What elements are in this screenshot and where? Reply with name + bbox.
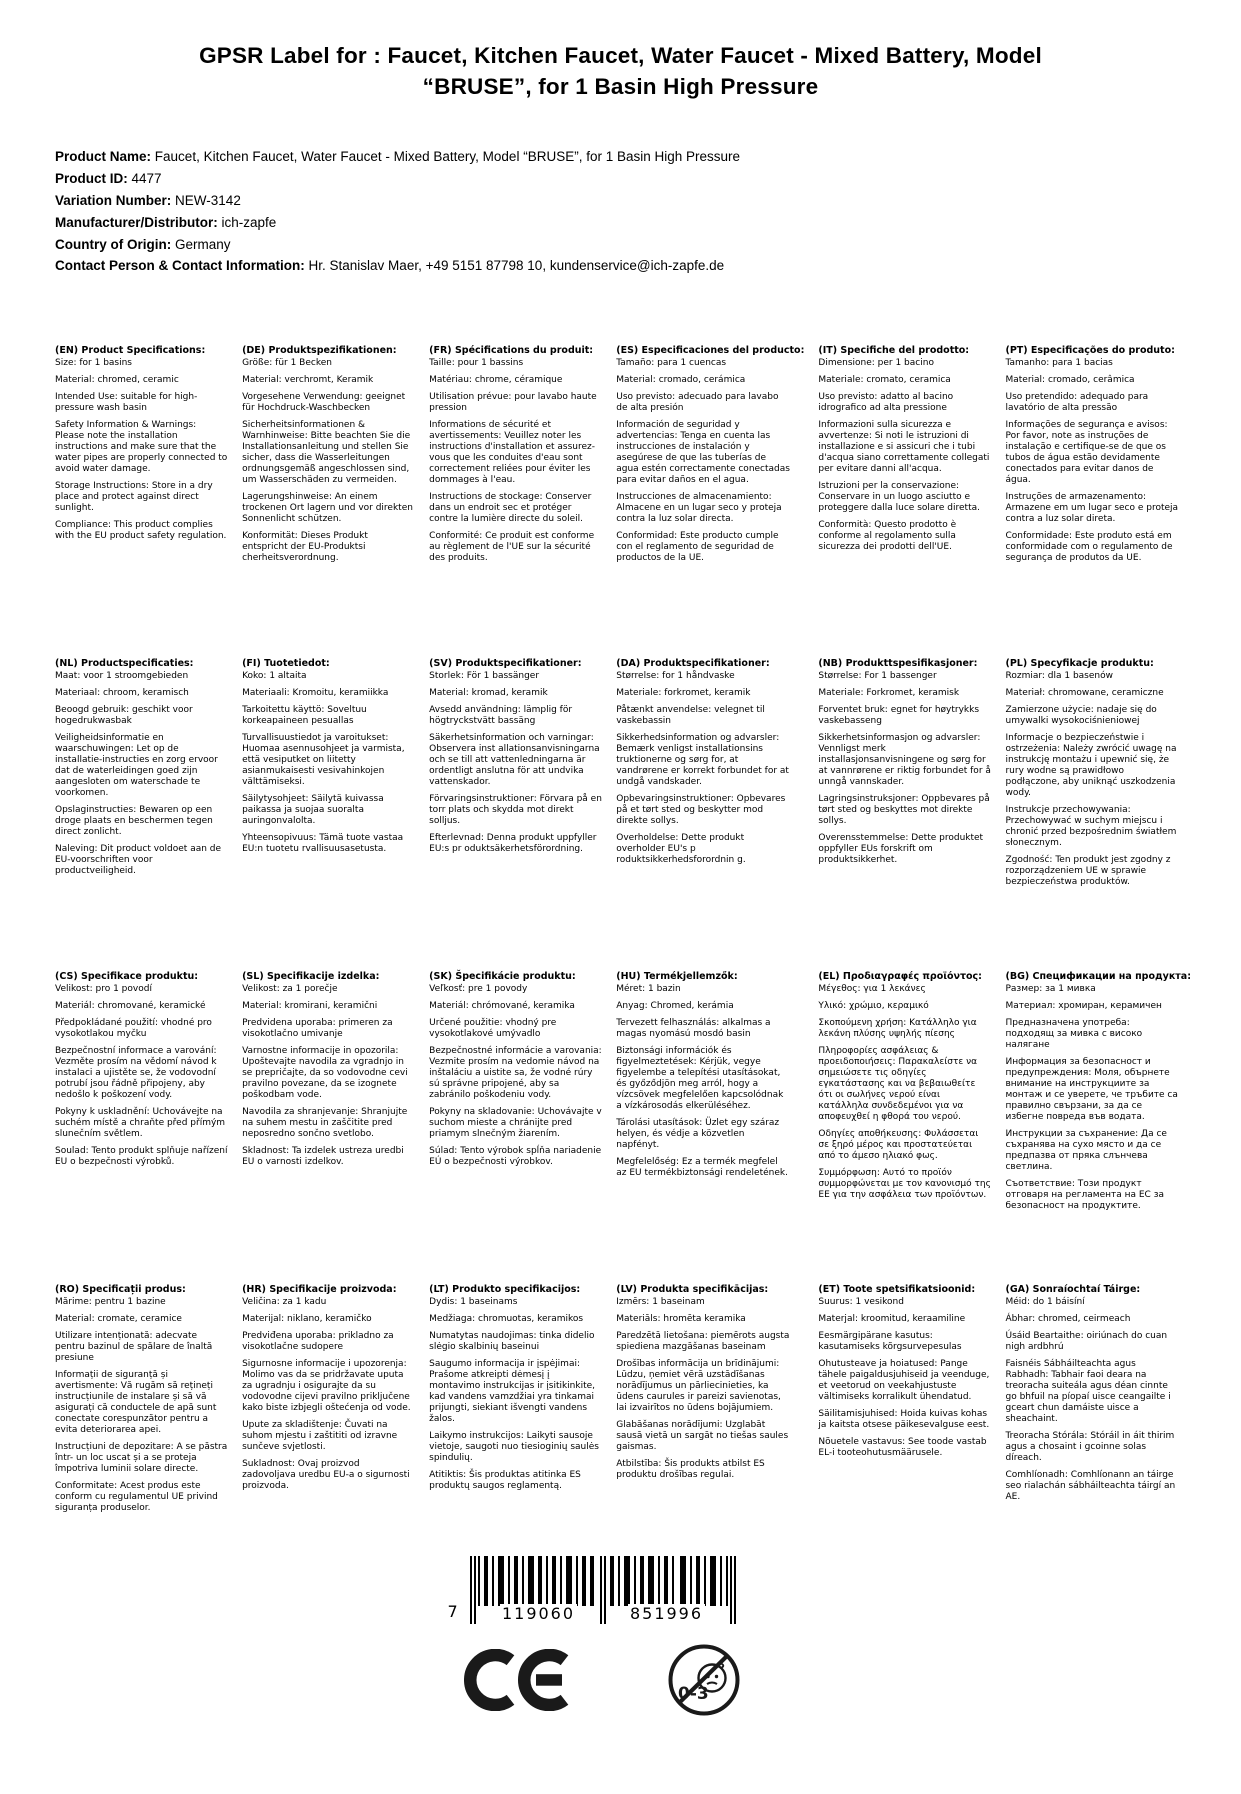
spec-block-heading: (IT) Specifiche del prodotto: — [818, 345, 970, 357]
language-spec-block-bg — [1005, 971, 1191, 1284]
spec-paragraph: Atitiktis: Šis produktas atitinka ES produktų saugos reglamentą. — [429, 1469, 581, 1491]
spec-paragraph: Zamierzone użycie: nadaje się do umywalki wysokociśnieniowej — [1005, 705, 1157, 727]
country-of-origin-value: Germany — [175, 236, 231, 252]
spec-paragraph: Compliance: This product complies with the EU product safety regulation. — [55, 519, 227, 541]
spec-paragraph: Naleving: Dit product voldoet aan de EU-voorschriften voor productveiligheid. — [55, 843, 222, 876]
variation-number-value: NEW-3142 — [175, 192, 241, 208]
language-spec-block-it — [818, 345, 991, 658]
spec-paragraph: Veiligheidsinformatie en waarschuwingen: Let op de installatie-instructies en zorg ervoor dat de waterleidingen goed zijn aangesloten om waterschade te voorkomen. — [55, 733, 218, 798]
spec-paragraph: Lagerungshinweise: An einem trockenen Ort lagern und vor direkten Sonnenlicht schützen. — [242, 491, 413, 524]
spec-paragraph: Overholdelse: Dette produkt overholder EU's p roduktsikkerhedsforordnin g. — [616, 832, 746, 865]
contact-row — [55, 255, 1186, 277]
spec-paragraph: Οδηγίες αποθήκευσης: Φυλάσσεται σε ξηρό μέρος και προστατεύεται από το άμεσο ηλιακό φως. — [818, 1128, 979, 1161]
spec-block-heading: (SK) Špecifikácie produktu: — [429, 971, 576, 983]
spec-paragraph: Veličina: za 1 kadu — [242, 1297, 327, 1308]
spec-paragraph: Uso pretendido: adequado para lavatório de alta pressão — [1005, 392, 1149, 414]
manufacturer-row — [55, 212, 1186, 234]
spec-block-body — [1005, 984, 1191, 1211]
spec-block-heading: (FR) Spécifications du produit: — [429, 345, 594, 357]
spec-paragraph: Forventet bruk: egnet for høytrykks vaskebasseng — [818, 705, 980, 727]
spec-paragraph: Materiál: chromované, keramické — [55, 1001, 206, 1012]
language-spec-block-et — [818, 1284, 991, 1519]
spec-paragraph: Drošības informācija un brīdinājumi: Lūdzu, ņemiet vērā uzstādīšanas norādījumus un pārliecinieties, ka ūdens caurules ir pareizi savienotas, lai izvairītos no ūdens bojājumiem. — [616, 1359, 781, 1413]
spec-paragraph: Megfelelőség: Ez a termék megfelel az EU termékbiztonsági rendeletének. — [616, 1156, 788, 1178]
spec-block-body — [55, 1297, 228, 1513]
spec-paragraph: Konformität: Dieses Produkt entspricht der EU-Produktsi cherheitsverordnung. — [242, 530, 368, 563]
spec-block-heading: (GA) Sonraíochtaí Táirge: — [1005, 1284, 1141, 1296]
spec-paragraph: Materiale: cromato, ceramica — [818, 375, 951, 386]
spec-block-body — [429, 984, 602, 1168]
language-spec-block-nb — [818, 658, 991, 971]
spec-paragraph: Anyag: Chromed, kerámia — [616, 1001, 734, 1012]
spec-paragraph: Izmērs: 1 baseinam — [616, 1297, 705, 1308]
page-title: GPSR Label for : Faucet, Kitchen Faucet, Water Faucet - Mixed Battery, Model “BRUSE”, for 1 Basin High Pressure — [199, 43, 1042, 100]
spec-paragraph: Instructions de stockage: Conserver dans un endroit sec et protéger contre la lumière directe du soleil. — [429, 491, 592, 524]
spec-block-body — [242, 984, 415, 1168]
spec-paragraph: Lagringsinstruksjoner: Oppbevares på tørt sted og beskyttes mot direkte sollys. — [818, 793, 990, 826]
variation-number-row — [55, 190, 1186, 212]
spec-paragraph: Material: verchromt, Keramik — [242, 375, 374, 386]
manufacturer-label: Manufacturer/Distributor: — [55, 214, 218, 230]
product-id-value: 4477 — [131, 170, 162, 186]
language-spec-block-el — [818, 971, 991, 1284]
spec-paragraph: Materiał: chromowane, ceramiczne — [1005, 688, 1164, 699]
language-spec-block-hu — [616, 971, 804, 1284]
spec-paragraph: Velikost: pro 1 povodí — [55, 984, 152, 995]
spec-block-heading: (CS) Specifikace produktu: — [55, 971, 199, 983]
spec-paragraph: Predvidena uporaba: primeren za visokotlačno umivanje — [242, 1018, 393, 1040]
spec-paragraph: Safety Information & Warnings: Please note the installation instructions and make sure that the water pipes are properly connected to avoid water damage. — [55, 420, 228, 474]
spec-block-heading: (HU) Termékjellemzők: — [616, 971, 738, 983]
spec-block-body — [818, 1297, 991, 1459]
spec-paragraph: Tervezett felhasználás: alkalmas a magas nyomású mosdó basin — [616, 1018, 771, 1040]
spec-paragraph: Conformitate: Acest produs este conform cu regulamentul UE privind siguranța produselor. — [55, 1480, 218, 1513]
spec-block-heading: (LT) Produkto specifikacijos: — [429, 1284, 581, 1296]
spec-paragraph: Utilisation prévue: pour lavabo haute pression — [429, 392, 597, 414]
spec-block-heading: (DE) Produktspezifikationen: — [242, 345, 397, 357]
spec-paragraph: Veľkosť: pre 1 povody — [429, 984, 528, 995]
spec-paragraph: Informations de sécurité et avertissements: Veuillez noter les instructions d'installation et assurez-vous que les conduites d'eau sont correctement reliées pour éviter les dommages à l'eau. — [429, 420, 595, 485]
spec-paragraph: Materijal: niklano, keramičko — [242, 1314, 372, 1325]
product-name-row — [55, 146, 1186, 168]
spec-paragraph: Sigurnosne informacije i upozorenja: Molimo vas da se pridržavate uputa za ugradnju i osigurajte da su vodovodne cijevi pravilno priključene kako biste izbjegli oštećenja od vode. — [242, 1359, 411, 1413]
spec-paragraph: Σκοπούμενη χρήση: Κατάλληλο για λεκάνη πλύσης υψηλής πίεσης — [818, 1018, 977, 1040]
specs-grid — [55, 345, 1191, 1519]
variation-number-label: Variation Number: — [55, 192, 172, 208]
language-spec-block-ga — [1005, 1284, 1191, 1519]
product-name-value: Faucet, Kitchen Faucet, Water Faucet - Mixed Battery, Model “BRUSE”, for 1 Basin High Pressure — [154, 149, 741, 165]
spec-paragraph: Navodila za shranjevanje: Shranjujte na suhem mestu in zaščitite pred neposredno sončno svetlobo. — [242, 1106, 408, 1139]
spec-paragraph: Maat: voor 1 stroomgebieden — [55, 671, 189, 682]
age-warning-0-3-icon — [666, 1642, 742, 1718]
spec-paragraph: Pokyny k uskladnění: Uchovávejte na suchém místě a chraňte před přímým slunečním světlem. — [55, 1106, 226, 1139]
spec-paragraph: Instrukcje przechowywania: Przechowywać w suchym miejscu i chronić przed bezpośrednim światłem słonecznym. — [1005, 804, 1177, 848]
barcode — [447, 1556, 736, 1626]
spec-paragraph: Material: cromado, cerâmica — [1005, 375, 1135, 386]
spec-paragraph: Größe: für 1 Becken — [242, 358, 332, 369]
spec-block-body — [616, 1297, 804, 1481]
spec-paragraph: Material: cromado, cerámica — [616, 375, 746, 386]
spec-block-body — [616, 358, 804, 564]
spec-paragraph: Storlek: För 1 bassänger — [429, 671, 540, 682]
spec-paragraph: Material: chromed, ceramic — [55, 375, 179, 386]
spec-paragraph: Mărime: pentru 1 bazine — [55, 1297, 166, 1308]
language-spec-block-ro — [55, 1284, 228, 1519]
spec-block-heading: (SV) Produktspecifikationer: — [429, 658, 582, 670]
spec-paragraph: Uso previsto: adatto al bacino idrografico ad alta pressione — [818, 392, 954, 414]
barcode-prefix-digit: 7 — [447, 1601, 458, 1621]
spec-paragraph: Ábhar: chromed, ceirmeach — [1005, 1314, 1131, 1325]
spec-paragraph: Koko: 1 altaita — [242, 671, 307, 682]
language-spec-block-fr — [429, 345, 602, 658]
spec-paragraph: Taille: pour 1 bassins — [429, 358, 524, 369]
spec-paragraph: Informações de segurança e avisos: Por favor, note as instruções de instalação e certifique-se de que os tubos de água estão devidamente conectados para evitar danos de água. — [1005, 420, 1168, 485]
spec-paragraph: Informații de siguranță și avertismente: Vă rugăm să rețineți instrucțiunile de instalare și să vă asigurați că conductele de apă sunt conectate corespunzător pentru a evita deteriorarea apei. — [55, 1370, 217, 1435]
spec-paragraph: Numatytas naudojimas: tinka didelio slėgio skalbinių baseinui — [429, 1331, 595, 1353]
spec-block-body — [818, 358, 991, 553]
spec-paragraph: Overensstemmelse: Dette produktet oppfyller EUs forskrift om produktsikkerhet. — [818, 832, 984, 865]
spec-block-heading: (NL) Productspecificaties: — [55, 658, 194, 670]
spec-paragraph: Информация за безопасност и предупреждения: Моля, обърнете внимание на инструкциите за монтаж и се уверете, че тръбите са правилно свързани, за да се избегне повреда във водата. — [1005, 1057, 1178, 1122]
spec-paragraph: Efterlevnad: Denna produkt uppfyller EU:s pr oduktsäkerhetsförordning. — [429, 832, 597, 854]
spec-paragraph: Συμμόρφωση: Αυτό το προϊόν συμμορφώνεται με τον κανονισμό της ΕΕ για την ασφάλεια των προϊόντων. — [818, 1167, 991, 1200]
spec-paragraph: Съответствие: Този продукт отговаря на регламента на ЕС за безопасност на продуктите. — [1005, 1178, 1165, 1211]
spec-paragraph: Material: kromad, keramik — [429, 688, 548, 699]
spec-paragraph: Säkerhetsinformation och varningar: Observera inst allationsanvisningarna och se till att vattenledningarna är ordentligt anslutna för att undvika vattenskador. — [429, 733, 600, 787]
language-spec-block-nl — [55, 658, 228, 971]
spec-paragraph: Предназначена употреба: подходящ за мивка с високо налягане — [1005, 1018, 1143, 1051]
language-spec-block-sk — [429, 971, 602, 1284]
barcode-right-digits — [606, 1604, 728, 1623]
language-spec-block-sv — [429, 658, 602, 971]
language-spec-block-lv — [616, 1284, 804, 1519]
spec-paragraph: Zgodność: Ten produkt jest zgodny z rozporządzeniem UE w sprawie bezpieczeństwa produktów. — [1005, 854, 1171, 887]
spec-paragraph: Storage Instructions: Store in a dry place and protect against direct sunlight. — [55, 480, 213, 513]
spec-paragraph: Materiál: chrómované, keramika — [429, 1001, 575, 1012]
spec-paragraph: Glabāšanas norādījumi: Uzglabāt sausā vietā un sargāt no tiešas saules gaismas. — [616, 1419, 789, 1452]
spec-paragraph: Materjal: kroomitud, keraamiline — [818, 1314, 966, 1325]
spec-paragraph: Paredzētā lietošana: piemērots augsta spiediena mazgāšanas baseinam — [616, 1331, 790, 1353]
spec-paragraph: Faisnéis Sábháilteachta agus Rabhadh: Tabhair faoi deara na treoracha suiteála agus déan cinnte go bhfuil na píopaí uisce ceangailte i gceart chun damáiste uisce a sheachaint. — [1005, 1359, 1171, 1424]
spec-paragraph: Conformité: Ce produit est conforme au règlement de l'UE sur la sécurité des produits. — [429, 530, 595, 563]
spec-paragraph: Μέγεθος: για 1 λεκάνες — [818, 984, 926, 995]
spec-paragraph: Rozmiar: dla 1 basenów — [1005, 671, 1113, 682]
spec-paragraph: Méret: 1 bazin — [616, 984, 681, 995]
spec-paragraph: Size: for 1 basins — [55, 358, 133, 369]
spec-paragraph: Saugumo informacija ir įspėjimai: Prašome atkreipti dėmesį į montavimo instrukcijas ir įsitikinkite, kad vandens vamzdžiai yra tinkamai prijungti, siekiant išvengti vandens žalos. — [429, 1359, 596, 1424]
spec-paragraph: Upute za skladištenje: Čuvati na suhom mjestu i zaštititi od izravne sunčeve svjetlosti. — [242, 1419, 398, 1452]
spec-paragraph: Bezpečnostné informácie a varovania: Vezmite prosím na vedomie návod na inštaláciu a uistite sa, že vodné rúry sú správne pripojené, aby sa zabránilo poškodeniu vody. — [429, 1046, 602, 1100]
ce-mark-icon — [464, 1649, 570, 1711]
spec-paragraph: Laikymo instrukcijos: Laikyti sausoje vietoje, saugoti nuo tiesioginių saulės spindulių. — [429, 1430, 599, 1463]
spec-paragraph: Säilitamisjuhised: Hoida kuivas kohas ja kaitsta otsese päikesevalguse eest. — [818, 1409, 990, 1430]
spec-paragraph: Instrucțiuni de depozitare: A se păstra într- un loc uscat și a se proteja împotriva luminii solare directe. — [55, 1441, 228, 1474]
product-name-label: Product Name: — [55, 149, 152, 165]
spec-block-heading: (HR) Specifikacije proizvoda: — [242, 1284, 397, 1296]
spec-block-body — [1005, 1297, 1191, 1503]
spec-paragraph: Información de seguridad y advertencias: Tenga en cuenta las instrucciones de instalación y asegúrese de que las tuberías de agua estén correctamente conectadas para evitar daños en el agua. — [616, 420, 790, 485]
spec-paragraph: Tamanho: para 1 bacias — [1005, 358, 1113, 369]
contact-label: Contact Person & Contact Information: — [55, 258, 305, 274]
gpsr-label-document — [0, 40, 1241, 1794]
spec-block-heading: (ET) Toote spetsifikatsioonid: — [818, 1284, 976, 1296]
spec-block-heading: (EN) Product Specifications: — [55, 345, 206, 357]
spec-paragraph: Nõuetele vastavus: See toode vastab EL-i tooteohutusmäärusele. — [818, 1436, 987, 1458]
spec-paragraph: Conformità: Questo prodotto è conforme al regolamento sulla sicurezza dei prodotti dell'UE. — [818, 519, 957, 552]
spec-block-body — [242, 1297, 415, 1492]
spec-paragraph: Medžiaga: chromuotas, keramikos — [429, 1314, 584, 1325]
spec-block-body — [55, 358, 228, 542]
spec-paragraph: Sicherheitsinformationen & Warnhinweise: Bitte beachten Sie die Installationsanleitung und stellen Sie sicher, dass die Wasserleitungen ordnungsgemäß angeschlossen sind, um Wasserschäden zu vermeiden. — [242, 420, 411, 485]
spec-paragraph: Velikost: za 1 porečje — [242, 984, 338, 995]
spec-paragraph: Materiāls: hromēta keramika — [616, 1314, 746, 1325]
product-id-label: Product ID: — [55, 170, 128, 186]
spec-paragraph: Súlad: Tento výrobok spĺňa nariadenie EÚ o bezpečnosti výrobkov. — [429, 1145, 602, 1167]
spec-paragraph: Tarkoitettu käyttö: Soveltuu korkeapaineen pesuallas — [242, 705, 367, 727]
spec-paragraph: Dydis: 1 baseinams — [429, 1297, 518, 1308]
spec-paragraph: Beoogd gebruik: geschikt voor hogedrukwasbak — [55, 705, 193, 727]
spec-paragraph: Förvaringsinstruktioner: Förvara på en torr plats och skydda mot direkt solljus. — [429, 793, 602, 826]
spec-paragraph: Eesmärgipärane kasutus: kasutamiseks kõrgsurvepesulas — [818, 1331, 962, 1353]
spec-paragraph: Ohutusteave ja hoiatused: Pange tähele paigaldusjuhiseid ja veenduge, et veetorud on veekahjustuste vältimiseks korralikult ühendatud. — [818, 1359, 990, 1403]
spec-paragraph: Instruções de armazenamento: Armazene em um lugar seco e proteja contra a luz solar direta. — [1005, 491, 1179, 524]
spec-paragraph: Úsáid Beartaithe: oiriúnach do cuan nigh ardbhrú — [1005, 1331, 1168, 1353]
label-footer — [0, 1556, 1241, 1718]
spec-paragraph: Bezpečnostní informace a varování: Vezměte prosím na vědomí návod k instalaci a ujistěte se, že vodovodní potrubí jsou řádně připojeny, aby nedošlo k poškození vody. — [55, 1046, 217, 1100]
language-spec-block-de — [242, 345, 415, 658]
spec-paragraph: Tamaño: para 1 cuencas — [616, 358, 727, 369]
spec-paragraph: Comhlíonadh: Comhlíonann an táirge seo rialachán sábháilteachta táirgí an AE. — [1005, 1469, 1176, 1502]
conformity-marks — [0, 1642, 1223, 1718]
spec-paragraph: Soulad: Tento produkt splňuje nařízení EU o bezpečnosti výrobků. — [55, 1145, 228, 1167]
contact-value: Hr. Stanislav Maer, +49 5151 87798 10, kundenservice@ich-zapfe.de — [308, 258, 725, 274]
language-spec-block-da — [616, 658, 804, 971]
spec-paragraph: Treoracha Stórála: Stóráil in áit thirim agus a chosaint i gcoinne solas díreach. — [1005, 1430, 1175, 1463]
age-warning-text: 0-3 — [677, 1683, 709, 1704]
language-spec-block-es — [616, 345, 804, 658]
spec-block-body — [818, 671, 991, 866]
spec-paragraph: Matériau: chrome, céramique — [429, 375, 563, 386]
language-spec-block-cs — [55, 971, 228, 1284]
barcode-left-digits-text: 119060 — [501, 1603, 576, 1623]
spec-block-heading: (BG) Спецификации на продукта: — [1005, 971, 1191, 983]
spec-paragraph: Informacje o bezpieczeństwie i ostrzeżenia: Należy zwrócić uwagę na instrukcję montażu i upewnić się, że rury wodne są prawidłowo podłączone, aby uniknąć uszkodzenia wody. — [1005, 733, 1177, 798]
spec-paragraph: Størrelse: for 1 håndvaske — [616, 671, 735, 682]
barcode-left-digits — [478, 1604, 600, 1623]
spec-block-heading: (DA) Produktspecifikationer: — [616, 658, 770, 670]
spec-block-heading: (LV) Produkta specifikācijas: — [616, 1284, 769, 1296]
spec-block-body — [1005, 358, 1191, 564]
spec-paragraph: Dimensione: per 1 bacino — [818, 358, 934, 369]
spec-paragraph: Predviđena uporaba: prikladno za visokotlačne sudopere — [242, 1331, 394, 1353]
language-spec-block-sl — [242, 971, 415, 1284]
barcode-right-digits-text: 851996 — [629, 1603, 704, 1623]
spec-paragraph: Turvallisuustiedot ja varoitukset: Huomaa asennusohjeet ja varmista, että vesiputket on liitetty asianmukaisesti vesivahinkojen välttämiseksi. — [242, 733, 405, 787]
spec-paragraph: Biztonsági információk és figyelmeztetések: Kérjük, vegye figyelembe a telepítési utasításokat, és győződjön meg arról, hogy a vízcsövek megfelelően kapcsolódnak a vízkárosodás elkerüléséhez. — [616, 1046, 784, 1111]
spec-paragraph: Materiale: forkromet, keramik — [616, 688, 751, 699]
spec-paragraph: Opbevaringsinstruktioner: Opbevares på et tørt sted og beskytter mod direkte sollys. — [616, 793, 786, 826]
language-spec-block-en — [55, 345, 228, 658]
spec-paragraph: Informazioni sulla sicurezza e avvertenze: Si noti le istruzioni di installazione e si assicuri che i tubi d'acqua siano correttamente collegati per evitare danni all'acqua. — [818, 420, 990, 474]
spec-block-body — [242, 358, 415, 564]
spec-paragraph: Sikkerhetsinformasjon og advarsler: Vennligst merk installasjonsanvisningene og sørg for at vannrørene er riktig forbundet for å unngå vannskader. — [818, 733, 991, 787]
spec-paragraph: Материал: хромиран, керамичен — [1005, 1001, 1162, 1012]
spec-block-body — [818, 984, 991, 1200]
spec-paragraph: Avsedd användning: lämplig för högtryckstvätt bassäng — [429, 705, 573, 727]
spec-block-body — [429, 671, 602, 855]
language-spec-block-fi — [242, 658, 415, 971]
spec-paragraph: Suurus: 1 vesikond — [818, 1297, 904, 1308]
spec-paragraph: Předpokládané použití: vhodné pro vysokotlakou myčku — [55, 1018, 212, 1040]
spec-block-body — [55, 671, 228, 877]
spec-block-heading: (NB) Produkttspesifikasjoner: — [818, 658, 978, 670]
spec-paragraph: Materiaali: Kromoitu, keramiikka — [242, 688, 389, 699]
country-of-origin-label: Country of Origin: — [55, 236, 172, 252]
manufacturer-value: ich-zapfe — [221, 214, 277, 230]
language-spec-block-hr — [242, 1284, 415, 1519]
spec-paragraph: Materiale: Forkromet, keramisk — [818, 688, 960, 699]
spec-paragraph: Intended Use: suitable for high-pressure wash basin — [55, 392, 198, 414]
spec-block-body — [1005, 671, 1191, 887]
spec-paragraph: Säilytysohjeet: Säilytä kuivassa paikassa ja suojaa suoralta auringonvalolta. — [242, 793, 384, 826]
spec-paragraph: Méid: do 1 báisíní — [1005, 1297, 1085, 1308]
spec-paragraph: Tárolási utasítások: Üzlet egy száraz helyen, és védje a közvetlen napfényt. — [616, 1117, 780, 1150]
spec-paragraph: Material: cromate, ceramice — [55, 1314, 182, 1325]
spec-paragraph: Material: kromirani, keramični — [242, 1001, 378, 1012]
language-spec-block-pl — [1005, 658, 1191, 971]
spec-block-heading: (FI) Tuotetiedot: — [242, 658, 330, 670]
spec-paragraph: Instrucciones de almacenamiento: Almacene en un lugar seco y proteja contra la luz solar directa. — [616, 491, 782, 524]
spec-paragraph: Yhteensopivuus: Tämä tuote vastaa EU:n tuotetu rvallisuusasetusta. — [242, 832, 404, 854]
spec-block-heading: (RO) Specificații produs: — [55, 1284, 186, 1296]
spec-paragraph: Conformidade: Este produto está em conformidade com o regulamento de segurança de produtos da UE. — [1005, 530, 1173, 563]
language-spec-block-lt — [429, 1284, 602, 1519]
spec-block-body — [429, 1297, 602, 1492]
product-info-block — [55, 146, 1186, 277]
spec-block-body — [616, 671, 804, 866]
spec-paragraph: Πληροφορίες ασφάλειας & προειδοποιήσεις: Παρακαλείστε να σημειώσετε τις οδηγίες εγκατάστασης και να βεβαιωθείτε ότι οι σωλήνες νερού είναι κατάλληλα συνδεδεμένοι για να αποφευχθεί η φθορά του νερού. — [818, 1046, 978, 1122]
spec-paragraph: Инструкции за съхранение: Да се съхранява на сухо място и да се предпазва от пряка слънчева светлина. — [1005, 1128, 1167, 1172]
spec-paragraph: Materiaal: chroom, keramisch — [55, 688, 189, 699]
spec-paragraph: Utilizare intenționată: adecvate pentru bazinul de spălare de înaltă presiune — [55, 1331, 213, 1364]
spec-paragraph: Uso previsto: adecuado para lavabo de alta presión — [616, 392, 779, 414]
spec-paragraph: Opslaginstructies: Bewaren op een droge plaats en beschermen tegen direct zonlicht. — [55, 804, 213, 837]
spec-paragraph: Sukladnost: Ovaj proizvod zadovoljava uredbu EU-a o sigurnosti proizvoda. — [242, 1458, 410, 1491]
spec-block-body — [616, 984, 804, 1179]
spec-paragraph: Conformidad: Este producto cumple con el reglamento de seguridad de productos de la UE. — [616, 530, 779, 563]
spec-paragraph: Atbilstība: Šis produkts atbilst ES produktu drošības regulai. — [616, 1458, 765, 1480]
language-spec-block-pt — [1005, 345, 1191, 658]
spec-paragraph: Varnostne informacije in opozorila: Upoštevajte navodila za vgradnjo in se prepričajte, da so vodovodne cevi pravilno povezane, da se izognete poškodbam vode. — [242, 1046, 408, 1100]
spec-block-body — [242, 671, 415, 855]
spec-block-heading: (ES) Especificaciones del producto: — [616, 345, 805, 357]
spec-paragraph: Skladnost: Ta izdelek ustreza uredbi EU o varnosti izdelkov. — [242, 1145, 404, 1167]
spec-paragraph: Υλικό: χρώμιο, κεραμικό — [818, 1001, 929, 1012]
country-of-origin-row — [55, 234, 1186, 256]
product-id-row — [55, 168, 1186, 190]
spec-paragraph: Størrelse: For 1 bassenger — [818, 671, 937, 682]
spec-paragraph: Pokyny na skladovanie: Uchovávajte v suchom mieste a chránijte pred priamym slnečným žiarením. — [429, 1106, 602, 1139]
spec-paragraph: Určené použitie: vhodný pre vysokotlakové umývadlo — [429, 1018, 557, 1040]
spec-paragraph: Sikkerhedsinformation og advarsler: Bemærk venligst installationsins truktionerne og sørg for, at vandrørene er korrekt forbundet for at undgå vandskader. — [616, 733, 789, 787]
spec-paragraph: Påtænkt anvendelse: velegnet til vaskebassin — [616, 705, 765, 727]
spec-block-heading: (PT) Especificações do produto: — [1005, 345, 1175, 357]
spec-block-body — [55, 984, 228, 1168]
spec-paragraph: Vorgesehene Verwendung: geeignet für Hochdruck-Waschbecken — [242, 392, 406, 414]
spec-block-heading: (PL) Specyfikacje produktu: — [1005, 658, 1154, 670]
spec-block-heading: (SL) Specifikacije izdelka: — [242, 971, 380, 983]
spec-block-body — [429, 358, 602, 564]
spec-block-heading: (EL) Προδιαγραφές προϊόντος: — [818, 971, 982, 983]
spec-paragraph: Размер: за 1 мивка — [1005, 984, 1096, 995]
spec-paragraph: Istruzioni per la conservazione: Conservare in un luogo asciutto e proteggere dalla luce solare diretta. — [818, 480, 980, 513]
